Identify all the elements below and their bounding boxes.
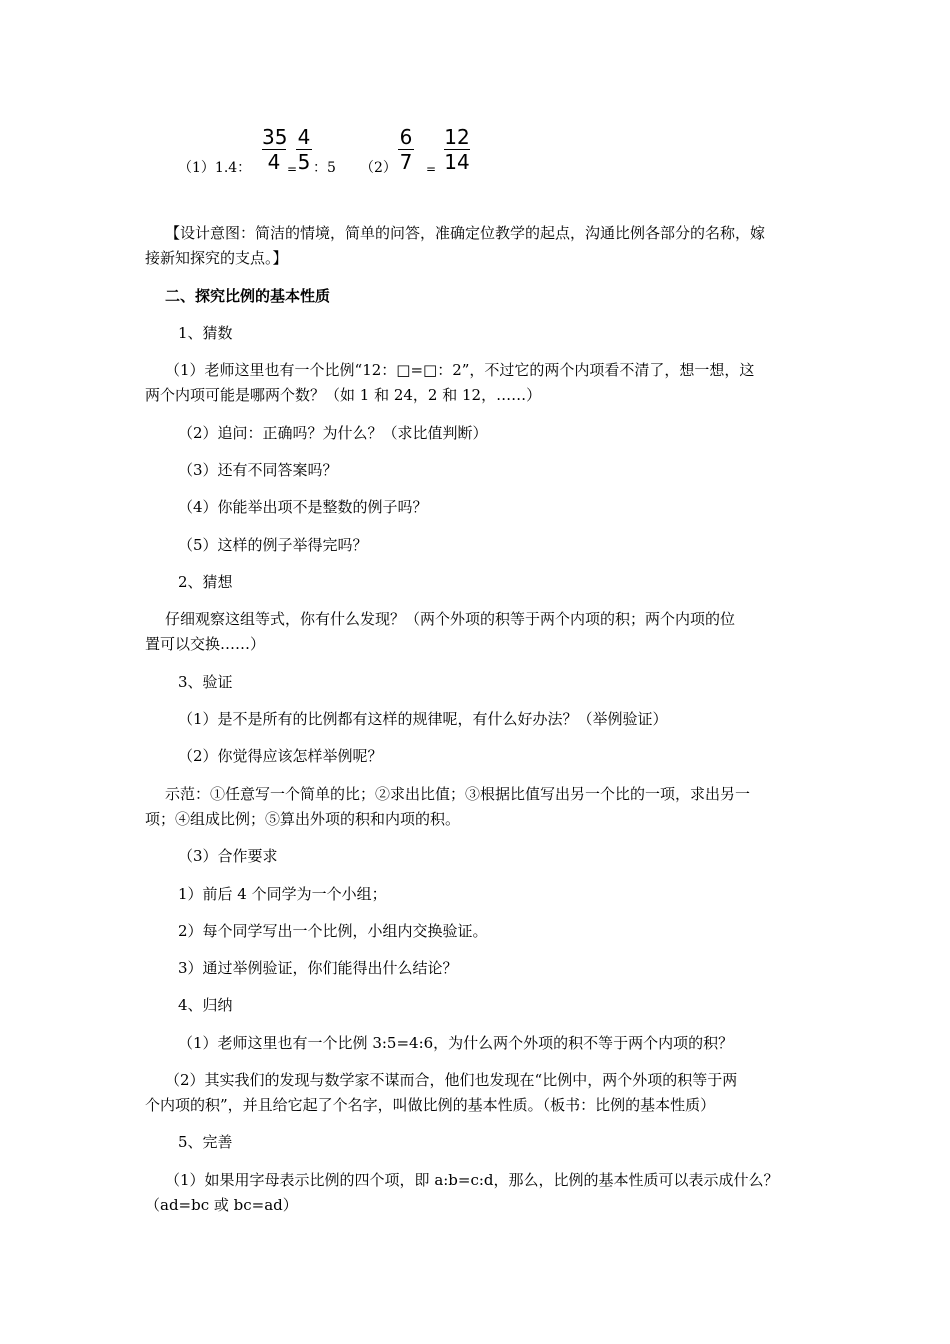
paragraph-line: 仔细观察这组等式，你有什么发现？（两个外项的积等于两个内项的积；两个内项的位 xyxy=(165,610,736,628)
section-title: 二、探究比例的基本性质 xyxy=(165,287,331,305)
paragraph-line: 置可以交换……） xyxy=(145,635,266,653)
paragraph-line: （1）老师这里也有一个比例 3:5=4:6，为什么两个外项的积不等于两个内项的积？ xyxy=(178,1034,734,1052)
exercise-1-fraction-1 xyxy=(262,126,286,173)
fraction-numerator: 6 xyxy=(399,125,413,149)
fraction-denominator: 5 xyxy=(297,150,311,174)
exercise-1-label: （1）1.4： xyxy=(178,160,252,176)
paragraph-line: （ad=bc 或 bc=ad） xyxy=(145,1196,298,1214)
subsection-title-refine: 5、完善 xyxy=(178,1133,233,1151)
paragraph-line: （4）你能举出项不是整数的例子吗？ xyxy=(178,498,428,516)
exercise-2-fraction-1 xyxy=(398,126,414,173)
paragraph-line: 示范：①任意写一个简单的比；②求出比值；③根据比值写出另一个比的一项，求出另一 xyxy=(165,785,751,803)
paragraph-line: （3）还有不同答案吗？ xyxy=(178,461,338,479)
subsection-title-guess-number: 1、猜数 xyxy=(178,324,233,342)
paragraph-line: （2）其实我们的发现与数学家不谋而合，他们也发现在“比例中，两个外项的积等于两 xyxy=(165,1071,738,1089)
paragraph-line: 3）通过举例验证，你们能得出什么结论？ xyxy=(178,959,458,977)
paragraph-line: 项；④组成比例；⑤算出外项的积和内项的积。 xyxy=(145,810,461,828)
fraction-numerator: 4 xyxy=(297,125,311,149)
paragraph-line: （2）追问：正确吗？为什么？（求比值判断） xyxy=(178,424,488,442)
exercise-1-fraction-2 xyxy=(296,126,312,173)
paragraph-line: （1）老师这里也有一个比例“12：□=□：2”，不过它的两个内项看不清了，想一想，这 xyxy=(165,361,755,379)
paragraph-line: （1）如果用字母表示比例的四个项，即 a:b=c:d，那么，比例的基本性质可以表示成什么？ xyxy=(165,1171,779,1189)
paragraph-line: 个内项的积”，并且给它起了个名字，叫做比例的基本性质。（板书：比例的基本性质） xyxy=(145,1096,716,1114)
paragraph-line: （2）你觉得应该怎样举例呢？ xyxy=(178,747,383,765)
paragraph-line: （1）是不是所有的比例都有这样的规律呢，有什么好办法？（举例验证） xyxy=(178,710,668,728)
subsection-title-verify: 3、验证 xyxy=(178,673,233,691)
exercise-2-equals: = xyxy=(426,162,437,176)
fraction-denominator: 14 xyxy=(444,150,470,174)
exercise-1-equals: = xyxy=(287,162,298,176)
fraction-denominator: 7 xyxy=(399,150,413,174)
design-intent-line-2: 接新知探究的支点。】 xyxy=(145,249,288,267)
subsection-title-conjecture: 2、猜想 xyxy=(178,573,233,591)
exercise-2-fraction-2 xyxy=(444,126,470,173)
paragraph-line: 两个内项可能是哪两个数？（如 1 和 24，2 和 12，……） xyxy=(145,386,542,404)
paragraph-line: 2）每个同学写出一个比例，小组内交换验证。 xyxy=(178,922,488,940)
subsection-title-summarize: 4、归纳 xyxy=(178,996,233,1014)
paragraph-line: （3）合作要求 xyxy=(178,847,278,865)
exercise-2-label: （2） xyxy=(360,160,397,176)
paragraph-line: 1）前后 4 个同学为一个小组； xyxy=(178,885,387,903)
paragraph-line: （5）这样的例子举得完吗？ xyxy=(178,536,368,554)
exercise-1-tail: ：5 xyxy=(313,160,336,176)
fraction-numerator: 12 xyxy=(444,125,470,149)
design-intent-line-1: 【设计意图：简洁的情境，简单的问答，准确定位教学的起点，沟通比例各部分的名称，嫁 xyxy=(165,224,766,242)
fraction-numerator: 35 xyxy=(262,125,288,149)
fraction-denominator: 4 xyxy=(267,150,281,174)
